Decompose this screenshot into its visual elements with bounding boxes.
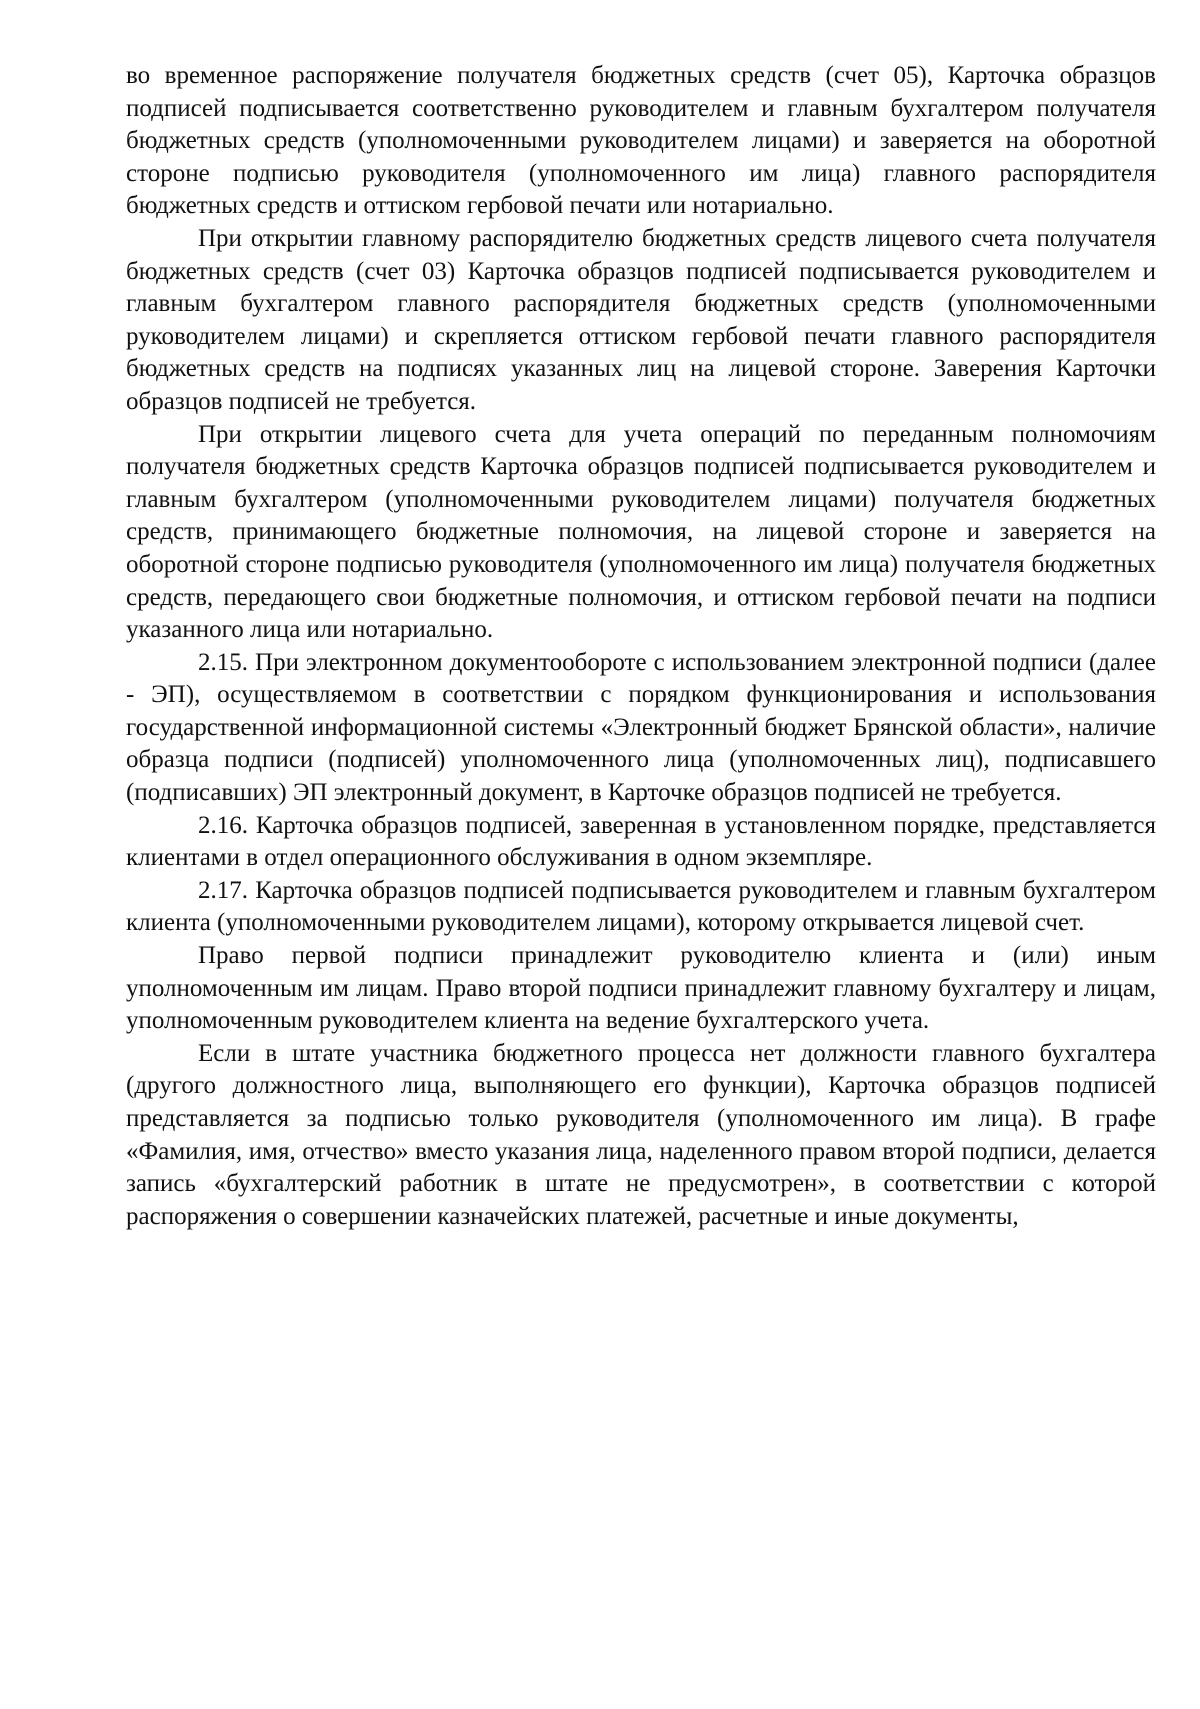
paragraph-continuation: во временное распоряжение получателя бюджетных средств (счет 05), Карточка образцов подписей подписывается соответственно руководителем и главным бухгалтером получателя бюджетных средств (уполномоченными руководителем лицами) и заверяется на оборотной стороне подписью руководителя (уполномоченного им лица) главного распорядителя бюджетных средств и оттиском гербовой печати или нотариально.: [126, 62, 1156, 220]
paragraph-2-15: 2.15. При электронном документообороте с использованием электронной подписи (далее - ЭП), осуществляемом в соответствии с порядком функционирования и использования государственной информационной системы «Электронный бюджет Брянской области», наличие образца подписи (подписей) уполномоченного лица (уполномоченных лиц), подписавшего (подписавших) ЭП электронный документ, в Карточке образцов подписей не требуется.: [126, 648, 1156, 807]
paragraph-signature-rights: Право первой подписи принадлежит руководителю клиента и (или) иным уполномоченным им лицам. Право второй подписи принадлежит главному бухгалтеру и лицам, уполномоченным руководителем клиента на ведение бухгалтерского учета.: [126, 942, 1156, 1035]
paragraph-delegated-powers: При открытии лицевого счета для учета операций по переданным полномочиям получателя бюджетных средств Карточка образцов подписей подписывается руководителем и главным бухгалтером (уполномоченными руководителем лицами) получателя бюджетных средств, принимающего бюджетные полномочия, на лицевой стороне и заверяется на оборотной стороне подписью руководителя (уполномоченного им лица) получателя бюджетных средств, передающего свои бюджетные полномочия, и оттиском гербовой печати на подписи указанного лица или нотариально.: [126, 420, 1156, 644]
paragraph-2-17: 2.17. Карточка образцов подписей подписывается руководителем и главным бухгалтером клиента (уполномоченными руководителем лицами), которому открывается лицевой счет.: [126, 876, 1156, 937]
document-page: [126, 60, 1156, 1233]
paragraph-no-chief-accountant: Если в штате участника бюджетного процесса нет должности главного бухгалтера (другого должностного лица, выполняющего его функции), Карточка образцов подписей представляется за подписью только руководителя (уполномоченного им лица). В графе «Фамилия, имя, отчество» вместо указания лица, наделенного правом второй подписи, делается запись «бухгалтерский работник в штате не предусмотрен», в соответствии с которой распоряжения о совершении казначейских платежей, расчетные и иные документы,: [126, 1039, 1156, 1230]
paragraph-2-16: 2.16. Карточка образцов подписей, заверенная в установленном порядке, представляется клиентами в отдел операционного обслуживания в одном экземпляре.: [126, 811, 1156, 872]
paragraph-main-distributor-account: При открытии главному распорядителю бюджетных средств лицевого счета получателя бюджетных средств (счет 03) Карточка образцов подписей подписывается руководителем и главным бухгалтером главного распорядителя бюджетных средств (уполномоченными руководителем лицами) и скрепляется оттиском гербовой печати главного распорядителя бюджетных средств на подписях указанных лиц на лицевой стороне. Заверения Карточки образцов подписей не требуется.: [126, 224, 1156, 415]
